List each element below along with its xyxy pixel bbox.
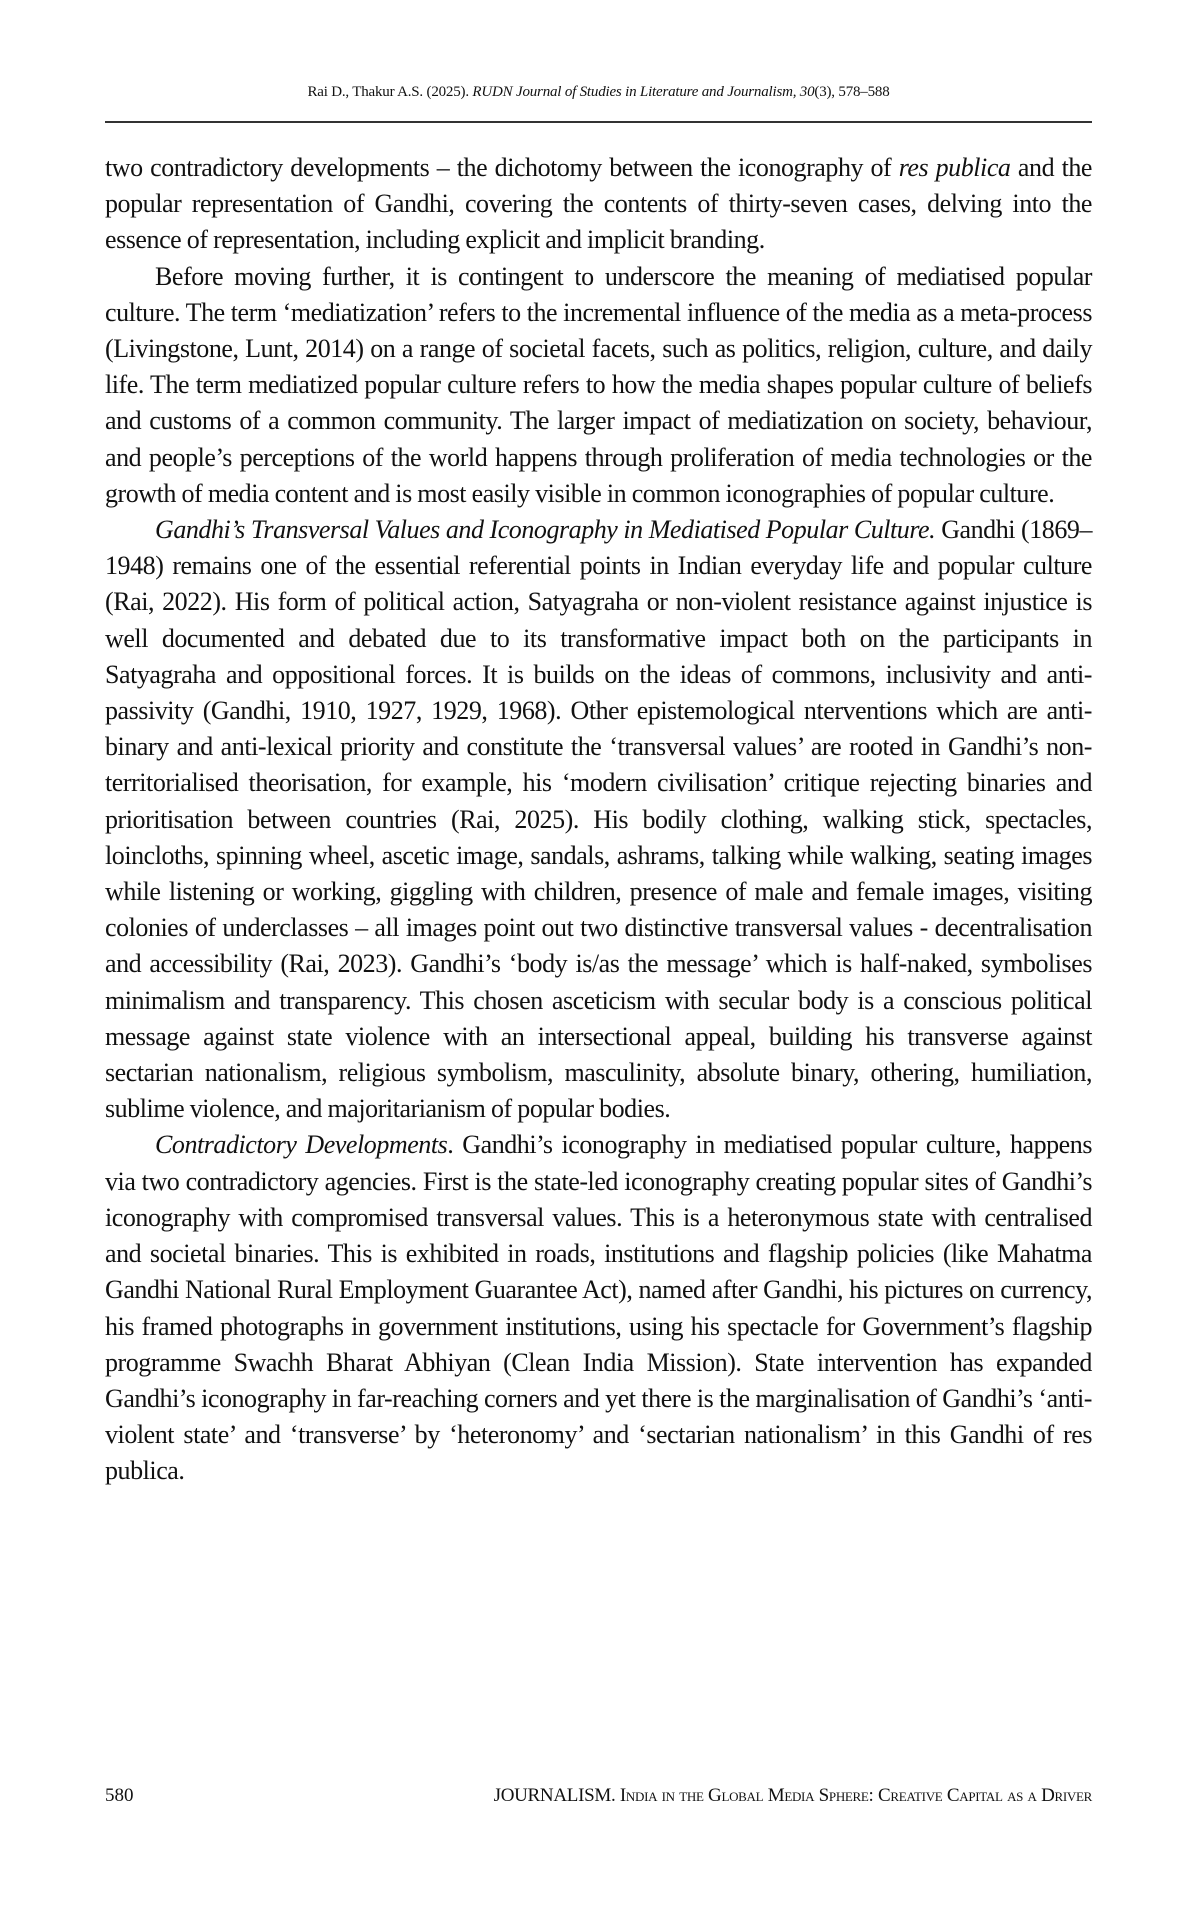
article-body (105, 150, 1092, 1490)
text-run: Gandhi (1869–1948) remains one of the essential referential points in Indian everyday life and popular culture (Rai, 2022). His form of political action, Satyagraha or non-violent resistance against injustice is well documented and debated due to its transformative impact both on the participants in Satyagraha and oppositional forces. It is builds on the ideas of commons, inclusivity and anti-passivity (Gandhi, 1910, 1927, 1929, 1968). Other epistemological nterventions which are anti-binary and anti-lexical priority and constitute the ‘transversal values’ are rooted in Gandhi’s non-territorialised theorisation, for example, his ‘modern civilisation’ critique rejecting binaries and prioritisation between countries (Rai, 2025). His bodily clothing, walking stick, spectacles, loincloths, spinning wheel, ascetic image, sandals, ashrams, talking while walking, seating images while listening or working, giggling with children, presence of male and female images, visiting colonies of underclasses – all images point out two distinctive transversal values - decentralisation and accessibility (Rai, 2023). Gandhi’s ‘body is/as the message’ which is half-naked, symbolises minimalism and transparency. This chosen asceticism with secular body is a conscious political message against state violence with an intersectional appeal, building his transverse against sectarian nationalism, religious symbolism, masculinity, absolute binary, othering, humiliation, sublime violence, and majoritarianism of popular bodies. (105, 515, 1092, 1124)
paragraph (105, 512, 1092, 1127)
emphasized-text: Contradictory Developments (155, 1130, 448, 1160)
running-header (105, 84, 1092, 101)
journal-name: RUDN Journal of Studies in Literature and Journalism, 30 (472, 84, 815, 100)
running-title: JOURNALISM. India in the Global Media Sphere: Creative Capital as a Driver (493, 1785, 1092, 1806)
text-run: and the popular representation of Gandhi, covering the contents of thirty-seven cases, delving into the essence of representation, including explicit and implicit branding. (105, 153, 1092, 255)
header-divider (105, 121, 1092, 123)
emphasized-text: Gandhi’s Transversal Values and Iconography in Mediatised Popular Culture. (155, 515, 936, 545)
text-run: Before moving further, it is contingent to underscore the meaning of mediatised popular culture. The term ‘mediatization’ refers to the incremental influence of the media as a meta-process (Livingstone, Lunt, 2014) on a range of societal facets, such as politics, religion, culture, and daily life. The term mediatized popular culture refers to how the media shapes popular culture of beliefs and customs of a common community. The larger impact of mediatization on society, behaviour, and people’s perceptions of the world happens through proliferation of media technologies or the growth of media content and is most easily visible in common iconographies of popular culture. (105, 261, 1092, 508)
text-run: two contradictory developments – the dichotomy between the iconography of (105, 153, 899, 182)
paragraph (105, 259, 1092, 512)
page-number: 580 (105, 1785, 134, 1806)
citation-authors: Rai D., Thakur A.S. (2025). (307, 84, 473, 100)
paragraph (105, 150, 1092, 259)
text-run: . Gandhi’s iconography in mediatised popular culture, happens via two contradictory agencies. First is the state-led iconography creating popular sites of Gandhi’s iconography with compromised transversal values. This is a heteronymous state with centralised and societal binaries. This is exhibited in roads, institutions and flagship policies (like Mahatma Gandhi National Rural Employment Guarantee Act), named after Gandhi, his pictures on currency, his framed photographs in government institutions, using his spectacle for Government’s flagship programme Swachh Bharat Abhiyan (Clean India Mission). State intervention has expanded Gandhi’s iconography in far-reaching corners and yet there is the marginalisation of Gandhi’s ‘anti-violent state’ and ‘transverse’ by ‘heteronomy’ and ‘sectarian nationalism’ in this Gandhi of res publica. (105, 1130, 1092, 1486)
emphasized-text: res publica (898, 153, 1011, 182)
paragraph (105, 1127, 1092, 1489)
citation-issue-pages: (3), 578–588 (814, 84, 890, 100)
